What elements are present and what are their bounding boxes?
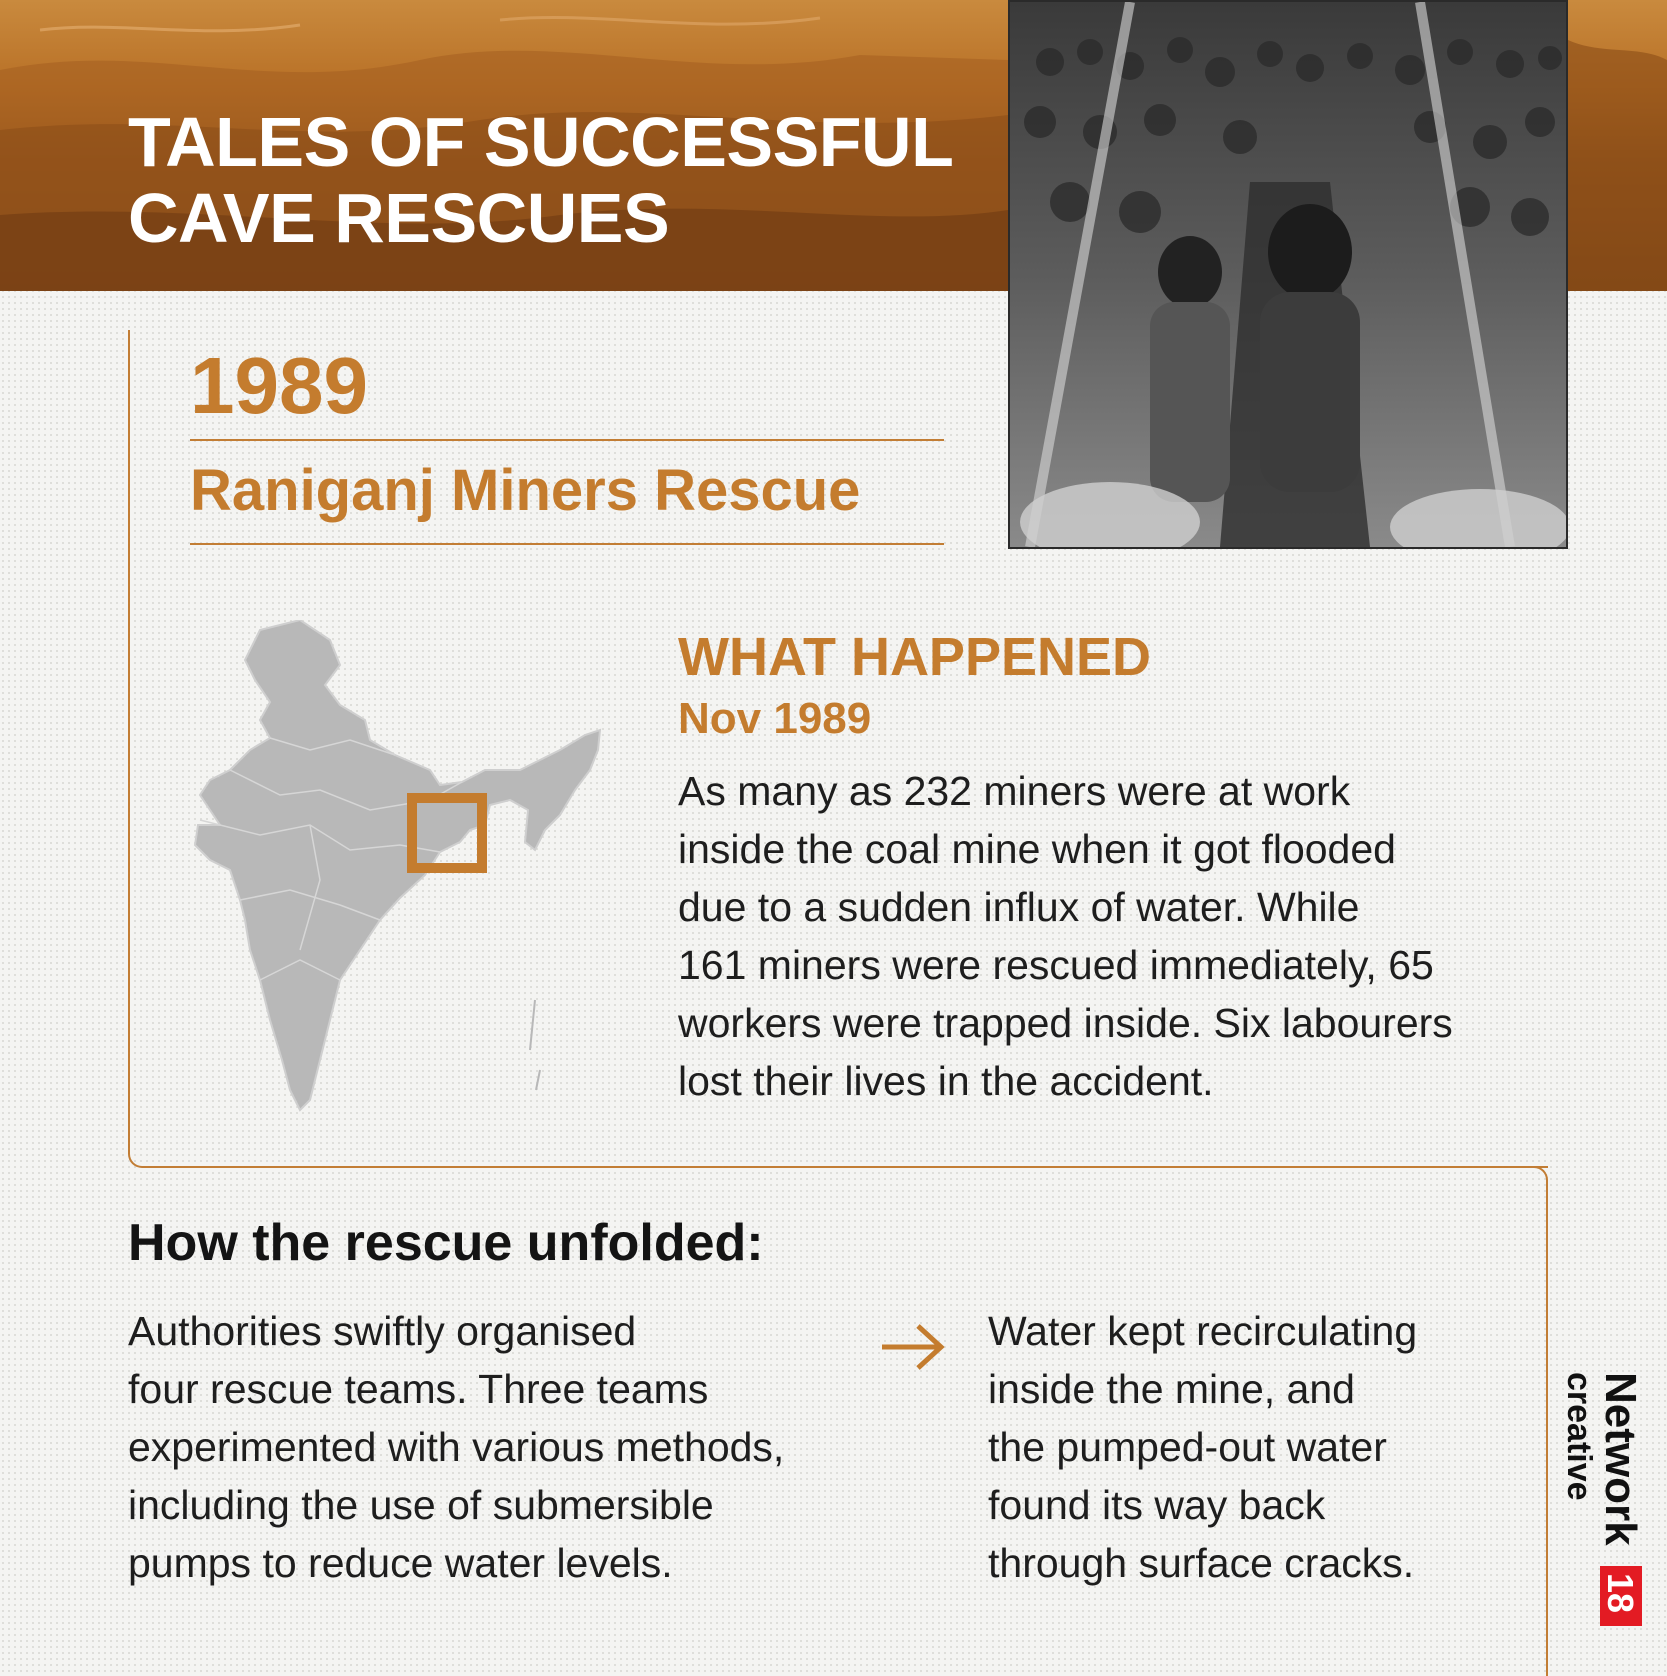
page-title	[128, 104, 953, 256]
rescue-step-1	[128, 1302, 888, 1592]
divider	[190, 543, 944, 545]
text-line: inside the mine, and	[988, 1366, 1355, 1412]
what-happened-text	[678, 762, 1578, 1110]
arrow-right-icon	[878, 1322, 948, 1372]
text-line: experimented with various methods,	[128, 1424, 785, 1470]
title-line-2: CAVE RESCUES	[128, 179, 670, 257]
text-line: Authorities swiftly organised	[128, 1308, 637, 1354]
text-line: four rescue teams. Three teams	[128, 1366, 709, 1412]
text-line: As many as 232 miners were at work	[678, 768, 1351, 814]
rescue-step-2	[988, 1302, 1488, 1592]
network18-creative-logo	[1552, 1370, 1652, 1630]
text-line: 161 miners were rescued immediately, 65	[678, 942, 1434, 988]
text-line: Water kept recirculating	[988, 1308, 1418, 1354]
divider	[190, 439, 944, 441]
logo-creative-text: creative	[1560, 1372, 1598, 1501]
text-line: workers were trapped inside. Six labourers	[678, 1000, 1453, 1046]
text-line: including the use of submersible	[128, 1482, 714, 1528]
what-happened-heading: WHAT HAPPENED	[678, 627, 1152, 687]
text-line: the pumped-out water	[988, 1424, 1387, 1470]
text-line: pumps to reduce water levels.	[128, 1540, 673, 1586]
text-line: inside the coal mine when it got flooded	[678, 826, 1396, 872]
title-line-1: TALES OF SUCCESSFUL	[128, 103, 954, 181]
logo-network-text: Network	[1596, 1372, 1645, 1546]
india-map-icon	[190, 620, 630, 1120]
text-line: through surface cracks.	[988, 1540, 1415, 1586]
rescue-heading: How the rescue unfolded:	[128, 1214, 764, 1272]
event-year: 1989	[190, 341, 368, 430]
what-happened-date: Nov 1989	[678, 694, 872, 743]
text-line: found its way back	[988, 1482, 1326, 1528]
logo-number-text: 18	[1600, 1573, 1641, 1614]
text-line: lost their lives in the accident.	[678, 1058, 1214, 1104]
event-title: Raniganj Miners Rescue	[190, 458, 861, 523]
text-line: due to a sudden influx of water. While	[678, 884, 1360, 930]
